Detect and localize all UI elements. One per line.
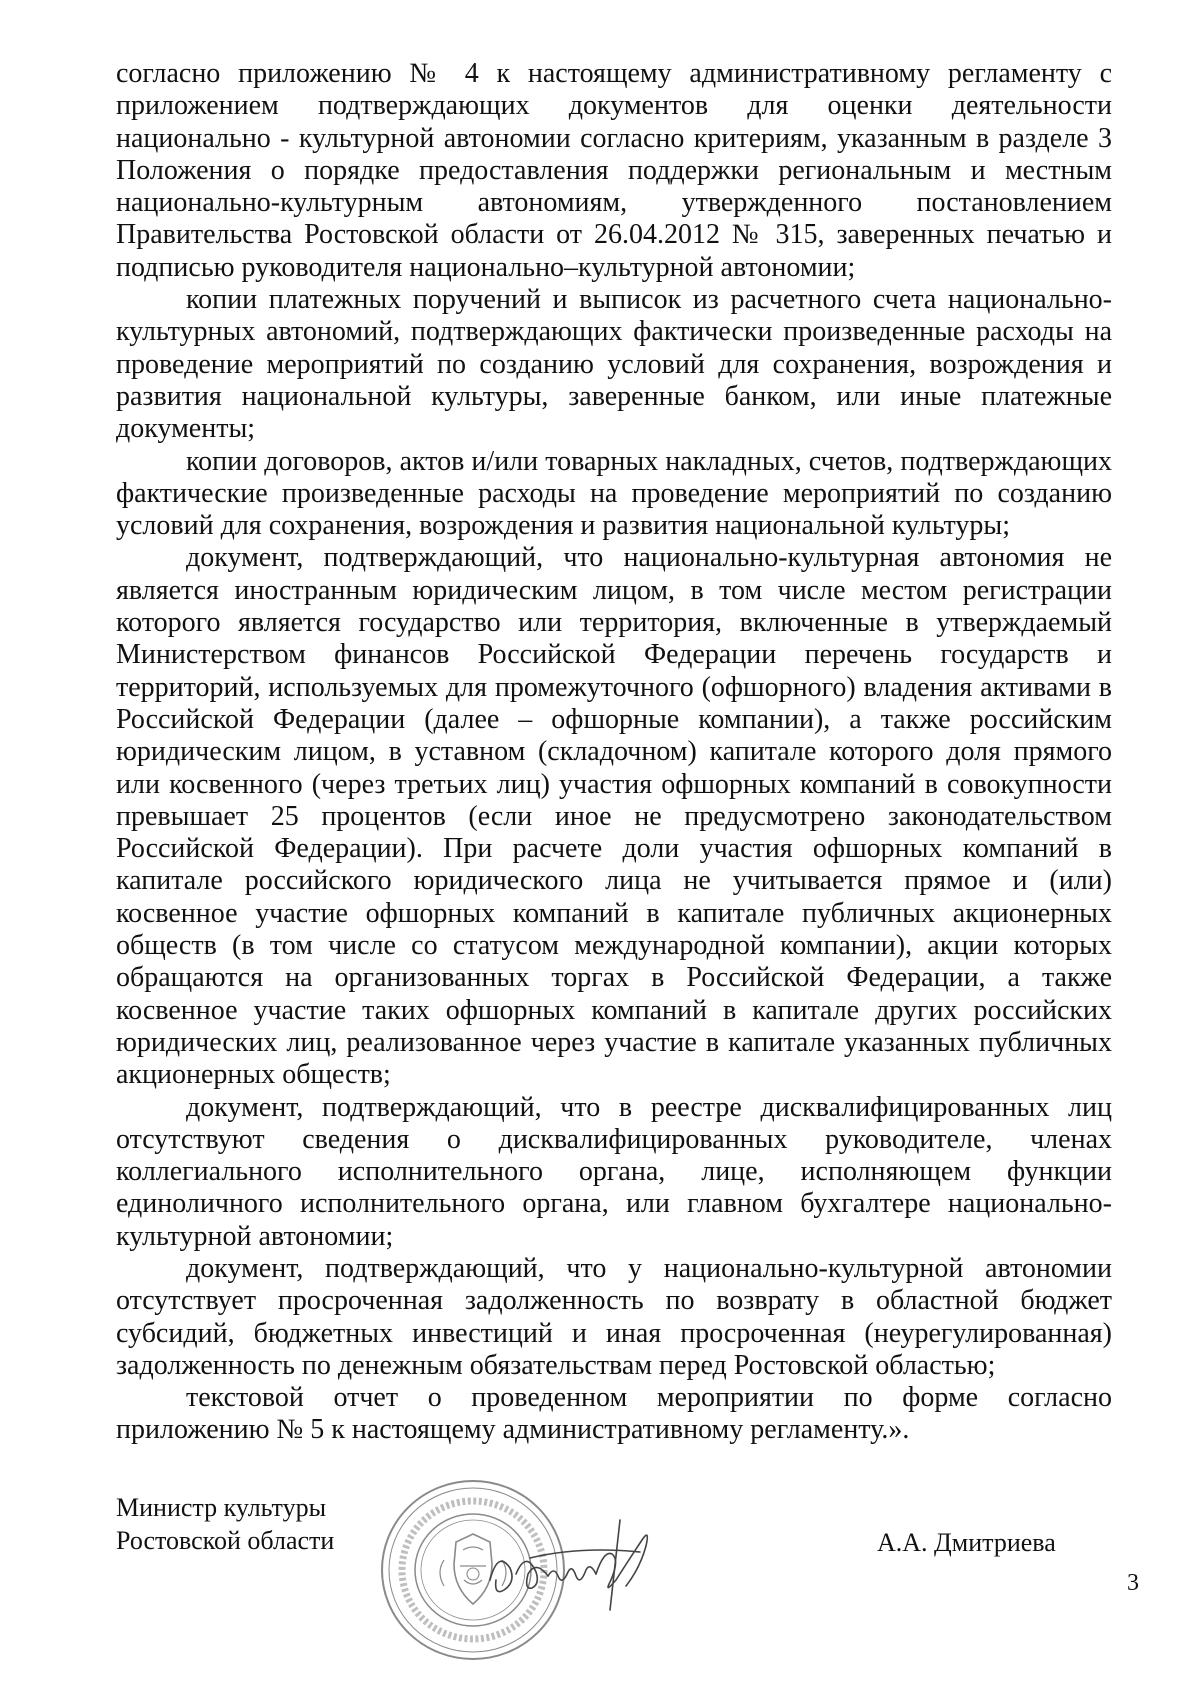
signatory-name: А.А. Дмитриева — [877, 1528, 1056, 1557]
paragraph-payment-orders: копии платежных поручений и выписок из расчетного счета национально-культурных автономий, подтверждающих фактически произведенные расходы на проведение мероприятий по созданию условий для сохранения, возрождения и развития национальной культуры, заверенные банком, или иные платежные документы; — [116, 284, 1112, 445]
signatory-position-line-2: Ростовской области — [116, 1526, 335, 1555]
page-number: 3 — [1127, 1570, 1139, 1596]
signatory-position — [116, 1491, 334, 1557]
paragraph-contracts: копии договоров, актов и/или товарных накладных, счетов, подтверждающих фактические произведенные расходы на проведение мероприятий по созданию условий для сохранения, возрождения и развития национальной культуры; — [116, 445, 1112, 542]
paragraph-disqualified-registry: документ, подтверждающий, что в реестре дисквалифицированных лиц отсутствуют сведения о дисквалифицированных руководителе, членах коллегиального исполнительного органа, лице, исполняющем функции единоличного исполнительного органа, или главном бухгалтере национально-культурной автономии; — [116, 1091, 1112, 1252]
paragraph-continuation: согласно приложению № 4 к настоящему административному регламенту с приложением подтверждающих документов для оценки деятельности национально - культурной автономии согласно критериям, указанным в разделе 3 Положения о порядке предоставления поддержки региональным и местным национально-культурным автономиям, утвержденного постановлением Правительства Ростовской области от 26.04.2012 № 315, заверенных печатью и подписью руководителя национально–культурной автономии; — [116, 58, 1112, 283]
paragraph-debt-absence: документ, подтверждающий, что у национально-культурной автономии отсутствует просроченная задолженность по возврату в областной бюджет субсидий, бюджетных инвестиций и иная просроченная (неурегулированная) задолженность по денежным обязательствам перед Ростовской областью; — [116, 1252, 1112, 1381]
signatory-position-line-1: Министр культуры — [116, 1493, 327, 1522]
paragraph-text-report: текстовой отчет о проведенном мероприятии по форме согласно приложению № 5 к настоящему административному регламенту.». — [116, 1382, 1112, 1446]
paragraph-offshore-document: документ, подтверждающий, что национально-культурная автономия не является иностранным юридическим лицом, в том числе местом регистрации которого является государство или территория, включенные в утверждаемый Министерством финансов Российской Федерации перечень государств и территорий, используемых для промежуточного (офшорного) владения активами в Российской Федерации (далее – офшорные компании), а также российским юридическим лицом, в уставном (складочном) капитале которого доля прямого или косвенного (через третьих лиц) участия офшорных компаний в совокупности превышает 25 процентов (если иное не предусмотрено законодательством Российской Федерации). При расчете доли участия офшорных компаний в капитале российского юридического лица не учитывается прямое и (или) косвенное участие офшорных компаний в капитале публичных акционерных обществ (в том числе со статусом международной компании), акции которых обращаются на организованных торгах в Российской Федерации, а также косвенное участие таких офшорных компаний в капитале других российских юридических лиц, реализованное через участие в капитале указанных публичных акционерных обществ; — [116, 542, 1112, 1091]
document-body — [116, 58, 1112, 1447]
handwritten-signature-icon — [470, 1510, 680, 1620]
